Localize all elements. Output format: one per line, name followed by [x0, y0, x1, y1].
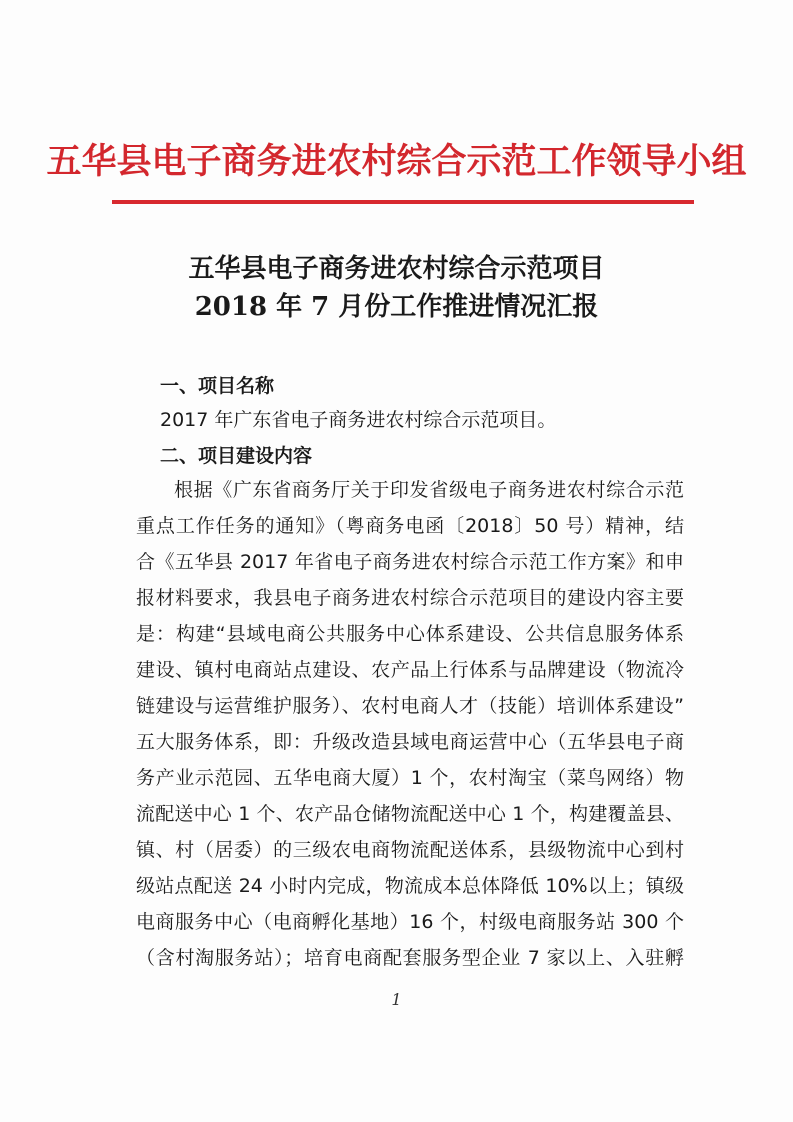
paragraph-line: 建设、镇村电商站点建设、农产品上行体系与品牌建设（物流冷 [136, 659, 684, 681]
section-heading-2: 二、项目建设内容 [160, 445, 313, 467]
section-1-text: 2017 年广东省电子商务进农村综合示范项目。 [160, 409, 557, 431]
document-title-line-1: 五华县电子商务进农村综合示范项目 [188, 254, 605, 284]
organization-header: 五华县电子商务进农村综合示范工作领导小组 [46, 141, 747, 182]
paragraph-line: 是：构建“县域电商公共服务中心体系建设、公共信息服务体系 [136, 623, 684, 645]
section-heading-1: 一、项目名称 [160, 375, 275, 397]
paragraph-line: 务产业示范园、五华电商大厦）1 个，农村淘宝（菜鸟网络）物 [136, 767, 684, 789]
paragraph-line: 镇、村（居委）的三级农电商物流配送体系，县级物流中心到村 [136, 839, 684, 861]
paragraph-line: 报材料要求，我县电子商务进农村综合示范项目的建设内容主要 [136, 587, 684, 609]
paragraph-line: 根据《广东省商务厅关于印发省级电子商务进农村综合示范 [174, 479, 684, 501]
document-title [0, 250, 793, 326]
paragraph-line: 重点工作任务的通知》（粤商务电函〔2018〕50 号）精神，结 [136, 515, 684, 537]
page-number: 1 [391, 990, 402, 1009]
red-divider-line [112, 200, 694, 204]
section-2-body [136, 472, 684, 976]
paragraph-line: 流配送中心 1 个、农产品仓储物流配送中心 1 个，构建覆盖县、 [136, 803, 684, 825]
paragraph-line: 链建设与运营维护服务）、农村电商人才（技能）培训体系建设” [136, 695, 684, 717]
document-title-line-2: 2018 年 7 月份工作推进情况汇报 [194, 292, 599, 322]
paragraph-line: 合《五华县 2017 年省电子商务进农村综合示范工作方案》和申 [136, 551, 684, 573]
paragraph-line: （含村淘服务站）；培育电商配套服务型企业 7 家以上、入驻孵 [136, 947, 684, 969]
paragraph-line: 五大服务体系，即：升级改造县域电商运营中心（五华县电子商 [136, 731, 684, 753]
paragraph-line: 级站点配送 24 小时内完成，物流成本总体降低 10%以上；镇级 [136, 875, 684, 897]
paragraph-line: 电商服务中心（电商孵化基地）16 个，村级电商服务站 300 个 [136, 911, 684, 933]
